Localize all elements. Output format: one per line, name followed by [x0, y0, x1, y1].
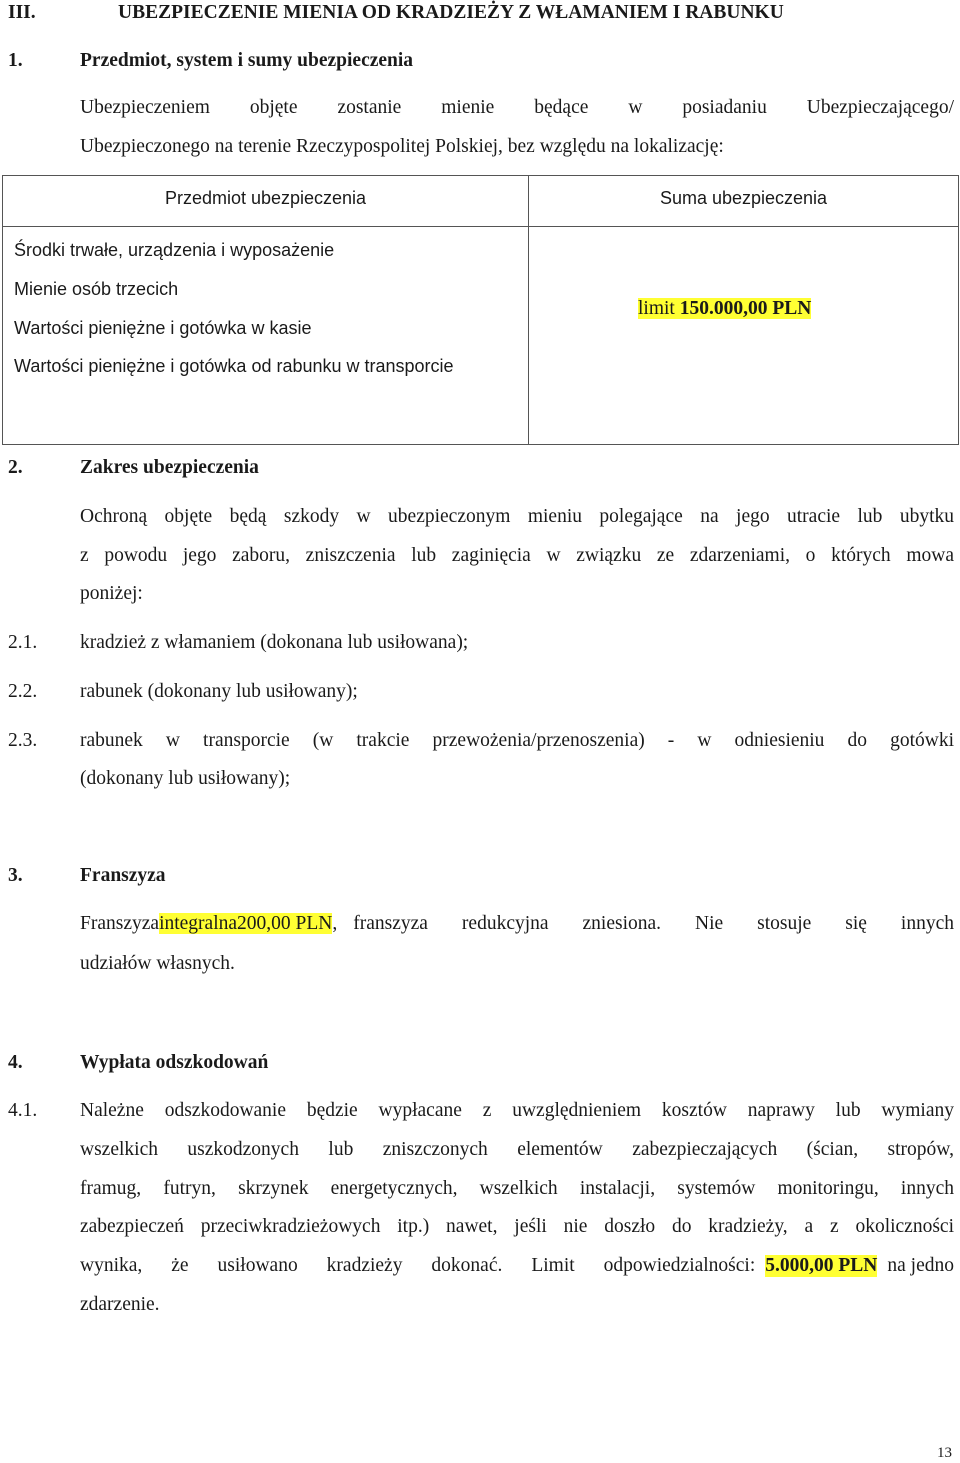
- s2-paragraph-line2: z powodu jego zaboru, zniszczenia lub zaginięcia w związku ze zdarzeniami, o których mowa: [80, 545, 954, 566]
- s4-paragraph-line5: [80, 1255, 954, 1277]
- table-item: Środki trwałe, urządzenia i wyposażenie: [14, 240, 335, 260]
- table-item: Mienie osób trzecich: [14, 279, 179, 299]
- table-limit-cell: [528, 226, 959, 445]
- table-header-subject: Przedmiot ubezpieczenia: [164, 188, 367, 208]
- limit-label: [638, 298, 811, 320]
- section-number: III.: [8, 2, 36, 23]
- s2-paragraph-line1: Ochroną objęte będą szkody w ubezpieczonym mieniu polegające na jego utracie lub ubytku: [80, 506, 954, 527]
- s3-paragraph-line1: Franszyza integralna 200,00 PLN, franszyza redukcyjna zniesiona. Nie stosuje się innych: [80, 913, 954, 934]
- list-item-number: 4.1.: [8, 1100, 38, 1121]
- heading-1-number: 1.: [8, 50, 23, 71]
- page-number: 13: [937, 1445, 952, 1461]
- table-item: Wartości pieniężne i gotówka w kasie: [14, 318, 312, 338]
- table-header-sum-cell: [528, 175, 959, 227]
- s3-paragraph-line2: udziałów własnych.: [80, 953, 235, 974]
- heading-3-title: Franszyza: [80, 865, 166, 886]
- list-item-number: 2.1.: [8, 632, 38, 653]
- s3-text-franszyza: Franszyza: [80, 913, 160, 934]
- heading-3-number: 3.: [8, 865, 23, 886]
- list-item-text: rabunek (dokonany lub usiłowany);: [80, 681, 358, 702]
- s4-paragraph-line3: framug, futryn, skrzynek energetycznych, wszelkich instalacji, systemów monitoringu, innych: [80, 1178, 954, 1199]
- table-header-subject-cell: [2, 175, 529, 227]
- s4-paragraph-line4: zabezpieczeń przeciwkradzieżowych itp.) nawet, jeśli nie doszło do kradzieży, a z okoliczności: [80, 1216, 954, 1237]
- table-header-sum: Suma ubezpieczenia: [659, 188, 828, 208]
- heading-2-title: Zakres ubezpieczenia: [80, 457, 259, 478]
- s3-highlight-integralna: integralna: [159, 913, 238, 934]
- s3-text-rest: franszyza redukcyjna zniesiona. Nie stosuje się innych: [353, 913, 954, 934]
- list-item-text: rabunek w transporcie (w trakcie przewożenia/przenoszenia) - w odniesieniu do gotówki: [80, 730, 954, 751]
- s4-line5-end: na jedno: [887, 1255, 954, 1276]
- s1-paragraph-line2: Ubezpieczonego na terenie Rzeczypospolitej Polskiej, bez względu na lokalizację:: [80, 136, 724, 157]
- section-title: UBEZPIECZENIE MIENIA OD KRADZIEŻY Z WŁAMANIEM I RABUNKU: [118, 2, 784, 23]
- s4-line5-text: wynika, że usiłowano kradzieży dokonać. Limit odpowiedzialności:: [80, 1255, 756, 1276]
- list-item-number: 2.2.: [8, 681, 38, 702]
- s2-paragraph-line3: poniżej:: [80, 583, 143, 604]
- list-item-text-continued: (dokonany lub usiłowany);: [80, 768, 291, 789]
- heading-4-title: Wypłata odszkodowań: [80, 1052, 269, 1073]
- heading-1-title: Przedmiot, system i sumy ubezpieczenia: [80, 50, 414, 71]
- s4-paragraph-line6: zdarzenie.: [80, 1294, 160, 1315]
- heading-4-number: 4.: [8, 1052, 23, 1073]
- s4-limit-highlight: 5.000,00 PLN: [765, 1255, 878, 1276]
- heading-2-number: 2.: [8, 457, 23, 478]
- s1-paragraph-line1: Ubezpieczeniem objęte zostanie mienie będące w posiadaniu Ubezpieczającego/: [80, 97, 954, 118]
- s4-paragraph-line2: wszelkich uszkodzonych lub zniszczonych elementów zabezpieczających (ścian, stropów,: [80, 1139, 954, 1160]
- table-item: Wartości pieniężne i gotówka od rabunku w transporcie: [14, 356, 454, 376]
- list-item-number: 2.3.: [8, 730, 38, 751]
- limit-value: 150.000,00 PLN: [679, 298, 812, 319]
- s3-highlight-amount: 200,00 PLN: [237, 913, 333, 934]
- s4-paragraph-line1: Należne odszkodowanie będzie wypłacane z uwzględnieniem kosztów naprawy lub wymiany: [80, 1100, 954, 1121]
- list-item-text: kradzież z włamaniem (dokonana lub usiłowana);: [80, 632, 469, 653]
- limit-word: limit: [638, 298, 675, 319]
